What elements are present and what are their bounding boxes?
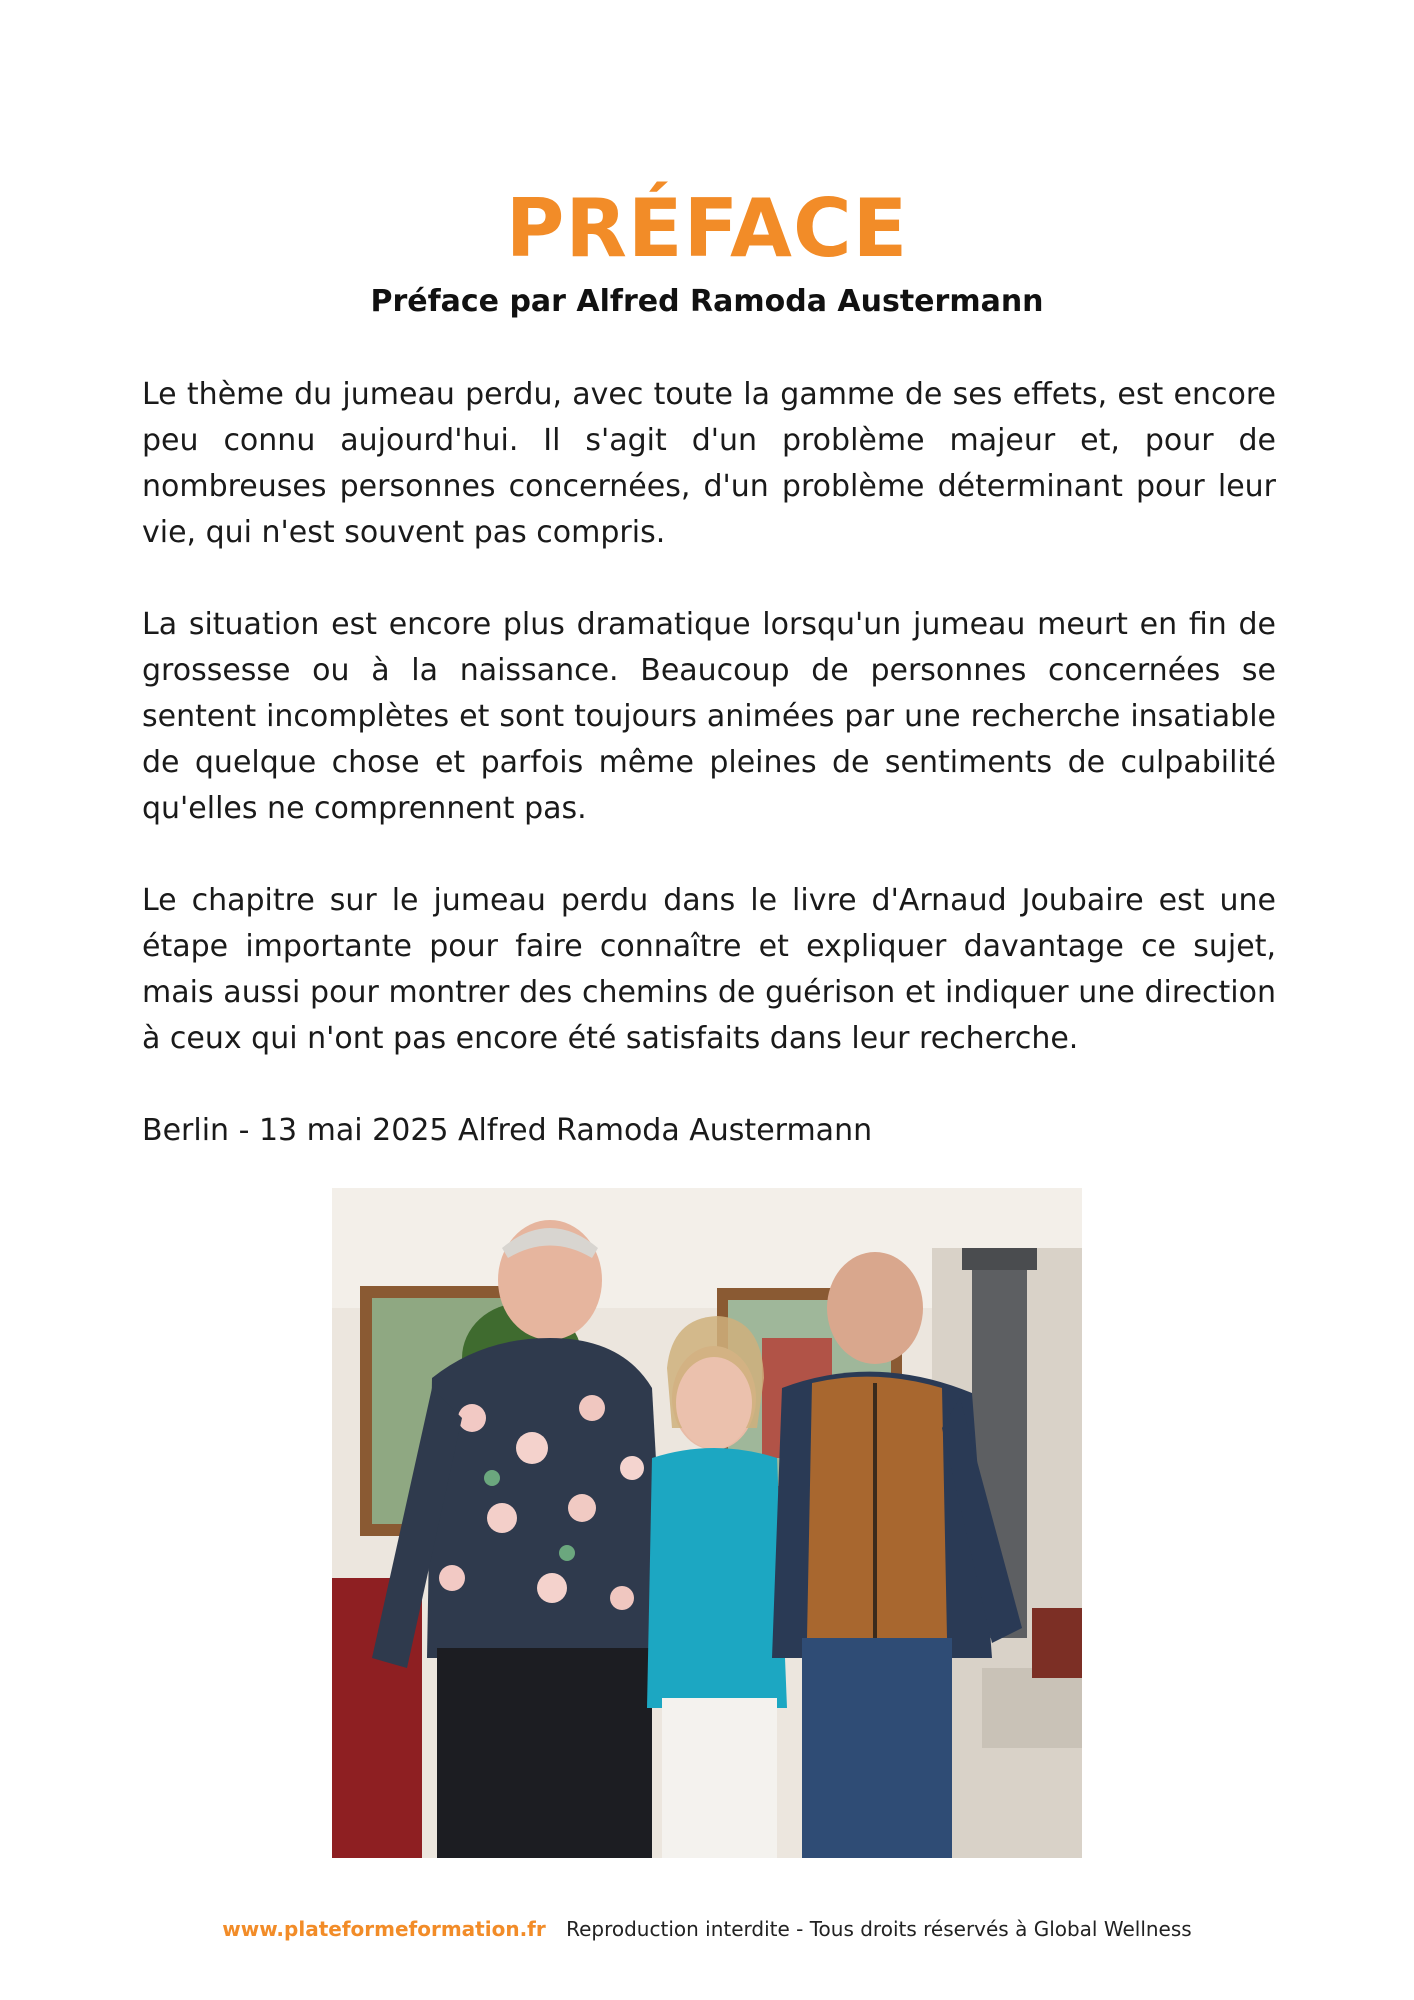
paragraph-2: La situation est encore plus dramatique lorsqu'un jumeau meurt en fin de grossesse ou à la naissance. Beaucoup de personnes concernées se sentent incomplètes et sont toujours animées par une recherche insatiable de quelque chose et parfois même pleines de sentiments de culpabilité qu'elles ne comprennent pas. bbox=[142, 607, 1276, 826]
paragraph-3: Le chapitre sur le jumeau perdu dans le livre d'Arnaud Joubaire est une étape importante pour faire connaître et expliquer davantage ce sujet, mais aussi pour montrer des chemins de guérison et indiquer une direction à ceux qui n'ont pas encore été satisfaits dans leur recherche. bbox=[142, 883, 1276, 1056]
page-footer bbox=[0, 1917, 1414, 1941]
page-title: PRÉFACE bbox=[505, 181, 909, 275]
group-photo bbox=[332, 1188, 1082, 1858]
body-text bbox=[142, 372, 1276, 1154]
paragraph-1: Le thème du jumeau perdu, avec toute la gamme de ses effets, est encore peu connu aujourd'hui. Il s'agit d'un problème majeur et, pour de nombreuses personnes concernées, d'un problème déterminant pour leur vie, qui n'est souvent pas compris. bbox=[142, 377, 1276, 550]
page-subtitle: Préface par Alfred Ramoda Austermann bbox=[370, 284, 1044, 319]
footer-rights: Reproduction interdite - Tous droits réservés à Global Wellness bbox=[566, 1917, 1192, 1941]
signature-line: Berlin - 13 mai 2025 Alfred Ramoda Austermann bbox=[142, 1113, 873, 1148]
footer-site-link[interactable]: www.plateformeformation.fr bbox=[222, 1917, 546, 1941]
